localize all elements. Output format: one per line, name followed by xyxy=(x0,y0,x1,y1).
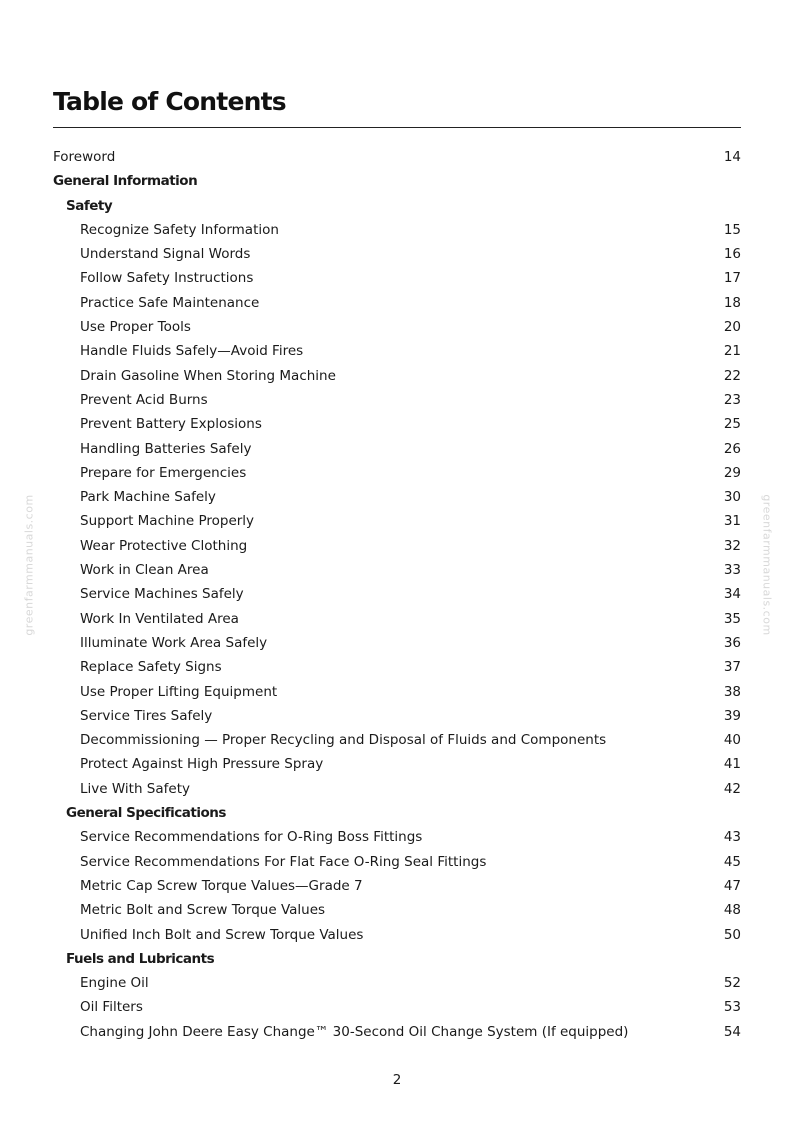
toc-entry-label: Work in Clean Area xyxy=(80,562,209,579)
toc-entry-page-number: 29 xyxy=(723,464,741,481)
toc-entry[interactable] xyxy=(53,582,741,606)
toc-entry-page-number: 48 xyxy=(723,902,741,919)
toc-entry-page-number: 35 xyxy=(723,610,741,627)
toc-entry-page-number: 37 xyxy=(723,659,741,676)
toc-entry-page-number: 38 xyxy=(723,683,741,700)
toc-section-heading[interactable] xyxy=(53,194,741,218)
toc-entry[interactable] xyxy=(53,631,741,655)
toc-entry-label: Use Proper Lifting Equipment xyxy=(80,683,278,700)
toc-entry-page-number: 40 xyxy=(723,732,741,749)
toc-entry-page-number: 32 xyxy=(723,537,741,554)
toc-entry[interactable] xyxy=(53,339,741,363)
toc-entry[interactable] xyxy=(53,412,741,436)
toc-entry-page-number: 31 xyxy=(723,513,741,530)
toc-entry-label: Support Machine Properly xyxy=(80,513,255,530)
toc-entry-label: Service Machines Safely xyxy=(80,586,244,603)
toc-entry[interactable] xyxy=(53,1020,741,1044)
toc-entry-label: Metric Bolt and Screw Torque Values xyxy=(80,902,326,919)
toc-entry[interactable] xyxy=(53,558,741,582)
toc-entry-label: Service Recommendations for O-Ring Boss Fittings xyxy=(80,829,423,846)
toc-entry-label: Oil Filters xyxy=(80,999,143,1016)
toc-entry[interactable] xyxy=(53,971,741,995)
toc-entry-page-number: 43 xyxy=(723,829,741,846)
toc-entry-label: General Information xyxy=(53,173,198,190)
toc-entry-page-number: 47 xyxy=(723,877,741,894)
toc-entry-label: Prevent Acid Burns xyxy=(80,391,208,408)
toc-entry-page-number: 45 xyxy=(723,853,741,870)
toc-entry-page-number: 54 xyxy=(723,1023,741,1040)
toc-entry[interactable] xyxy=(53,607,741,631)
toc-entry-label: Prevent Battery Explosions xyxy=(80,416,262,433)
toc-entry[interactable] xyxy=(53,874,741,898)
toc-entry[interactable] xyxy=(53,291,741,315)
toc-entry[interactable] xyxy=(53,534,741,558)
toc-entry-page-number: 42 xyxy=(723,780,741,797)
toc-entry-label: Use Proper Tools xyxy=(80,319,191,336)
toc-entry[interactable] xyxy=(53,704,741,728)
toc-entry[interactable] xyxy=(53,388,741,412)
toc-entry-label: Understand Signal Words xyxy=(80,246,251,263)
toc-entry-page-number: 15 xyxy=(723,221,741,238)
toc-entry-label: Prepare for Emergencies xyxy=(80,464,247,481)
toc-entry-label: Service Recommendations For Flat Face O-Ring Seal Fittings xyxy=(80,853,487,870)
toc-entry-page-number: 39 xyxy=(723,707,741,724)
page-number: 2 xyxy=(392,1072,402,1088)
toc-entry[interactable] xyxy=(53,266,741,290)
page-title: Table of Contents xyxy=(53,87,286,116)
toc-entry-page-number: 14 xyxy=(723,149,741,165)
toc-entry-label: Follow Safety Instructions xyxy=(80,270,254,287)
toc-entry-label: Safety xyxy=(66,197,113,214)
toc-entry-label: Illuminate Work Area Safely xyxy=(80,634,268,651)
toc-entry-label: Drain Gasoline When Storing Machine xyxy=(80,367,336,384)
toc-entry-page-number: 18 xyxy=(723,294,741,311)
toc-entry-page-number: 52 xyxy=(723,975,741,992)
toc-entry[interactable] xyxy=(53,728,741,752)
toc-entry-label: Recognize Safety Information xyxy=(80,221,279,238)
toc-entry-label: General Specifications xyxy=(66,805,226,822)
toc-entry-page-number: 26 xyxy=(723,440,741,457)
toc-entry-label: Wear Protective Clothing xyxy=(80,537,248,554)
toc-entry[interactable] xyxy=(53,145,741,169)
toc-entry-label: Fuels and Lubricants xyxy=(66,950,215,967)
toc-entry-page-number: 34 xyxy=(723,586,741,603)
toc-entry-page-number: 53 xyxy=(723,999,741,1016)
toc-entry-label: Foreword xyxy=(53,149,116,165)
toc-entry-page-number: 16 xyxy=(723,246,741,263)
toc-entry-page-number: 41 xyxy=(723,756,741,773)
toc-entry-label: Park Machine Safely xyxy=(80,489,216,506)
toc-entry[interactable] xyxy=(53,825,741,849)
toc-entry[interactable] xyxy=(53,777,741,801)
toc-entry[interactable] xyxy=(53,218,741,242)
toc-entry[interactable] xyxy=(53,995,741,1019)
toc-entry-page-number: 50 xyxy=(723,926,741,943)
toc-entry-page-number: 33 xyxy=(723,562,741,579)
watermark-right: greenfarmmanuals.com xyxy=(760,494,774,636)
title-divider xyxy=(53,127,741,128)
toc-entry-page-number: 30 xyxy=(723,489,741,506)
toc-entry[interactable] xyxy=(53,509,741,533)
toc-list xyxy=(53,145,741,1044)
toc-entry-label: Metric Cap Screw Torque Values—Grade 7 xyxy=(80,877,363,894)
toc-entry-page-number: 22 xyxy=(723,367,741,384)
toc-entry[interactable] xyxy=(53,461,741,485)
toc-entry[interactable] xyxy=(53,850,741,874)
toc-entry-page-number: 23 xyxy=(723,391,741,408)
toc-entry[interactable] xyxy=(53,364,741,388)
toc-entry-label: Changing John Deere Easy Change™ 30-Second Oil Change System (If equipped) xyxy=(80,1023,629,1040)
toc-entry-label: Replace Safety Signs xyxy=(80,659,222,676)
toc-section-heading[interactable] xyxy=(53,169,741,193)
toc-entry-label: Work In Ventilated Area xyxy=(80,610,239,627)
toc-entry-label: Handling Batteries Safely xyxy=(80,440,252,457)
toc-entry[interactable] xyxy=(53,752,741,776)
toc-entry[interactable] xyxy=(53,680,741,704)
toc-entry-label: Decommissioning — Proper Recycling and Disposal of Fluids and Components xyxy=(80,732,607,749)
toc-entry-page-number: 21 xyxy=(723,343,741,360)
toc-section-heading[interactable] xyxy=(53,801,741,825)
toc-entry-label: Protect Against High Pressure Spray xyxy=(80,756,324,773)
toc-entry[interactable] xyxy=(53,315,741,339)
toc-entry-label: Service Tires Safely xyxy=(80,707,213,724)
toc-entry-page-number: 20 xyxy=(723,319,741,336)
toc-entry-label: Practice Safe Maintenance xyxy=(80,294,260,311)
toc-entry-page-number: 17 xyxy=(723,270,741,287)
toc-entry[interactable] xyxy=(53,655,741,679)
toc-entry[interactable] xyxy=(53,923,741,947)
toc-section-heading[interactable] xyxy=(53,947,741,971)
toc-entry[interactable] xyxy=(53,485,741,509)
watermark-left: greenfarmmanuals.com xyxy=(22,494,36,636)
toc-entry-page-number: 36 xyxy=(723,634,741,651)
toc-entry[interactable] xyxy=(53,242,741,266)
toc-entry[interactable] xyxy=(53,437,741,461)
toc-entry[interactable] xyxy=(53,898,741,922)
toc-entry-label: Handle Fluids Safely—Avoid Fires xyxy=(80,343,304,360)
toc-entry-page-number: 25 xyxy=(723,416,741,433)
toc-entry-label: Live With Safety xyxy=(80,780,190,797)
toc-entry-label: Engine Oil xyxy=(80,975,149,992)
toc-entry-label: Unified Inch Bolt and Screw Torque Values xyxy=(80,926,364,943)
